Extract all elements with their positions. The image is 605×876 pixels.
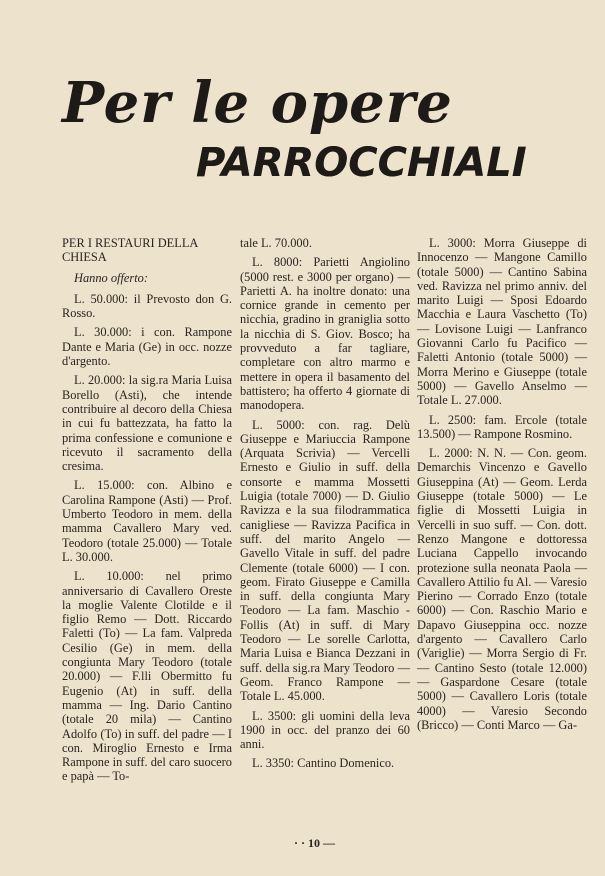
column-3 [417,236,587,737]
paragraph: L. 30.000: i con. Rampone Dante e Maria (Ge) in occ. nozze d'argento. [62,325,232,369]
paragraph: L. 2000: N. N. — Con. geom. Demarchis Vincenzo e Gavello Giuseppina (At) — Geom. Lerda Giuseppe (totale 5000) — Le figlie di Mossetti Luigia in Vercelli in suo suff. — Con. dott. Renzo Mangone e dottoressa Luciana Cappello invocando protezione sulla neonata Paola — Cavallero Attilio fu Al. — Varesio Pierino — Corrado Enzo (totale 6000) — Con. Raschio Mario e Dapavo Giuseppina occ. nozze d'argento — Cavallero Carlo (Variglie) — Morra Sergio di Fr. — Cantino Sesto (totale 12.000) — Gaspardone Cesare (totale 5000) — Cavallero Loris (totale 4000) — Varesio Secondo (Bricco) — Conti Marco — Ga- [417,446,587,732]
column-2 [240,236,410,776]
paragraph: L. 10.000: nel primo anniversario di Cavallero Oreste la moglie Valente Clotilde e il figlio Remo — Dott. Riccardo Faletti (To) — La fam. Valpreda Cesilio (Ge) in mem. della congiunta Mary Teodoro (totale 20.000) — F.lli Obermitto fu Eugenio (At) in suff. della mamma — Ing. Dario Cantino (totale 20 mila) — Cantino Adolfo (To) in suff. del padre — I con. Miroglio Ernesto e Irma Rampone in suff. del caro suocero e papà — To- [62,569,232,784]
paragraph: L. 3000: Morra Giuseppe di Innocenzo — Mangone Camillo (totale 5000) — Cantino Sabina ved. Ravizza nel primo anniv. del marito Luigi — Sposi Edoardo Macchia e Laura Vaschetto (To) — Lovisone Luigi — Lanfranco Giovanni Carlo fu Pacifico — Faletti Antonio (totale 5000) — Morra Merino e Giuseppe (totale 5000) — Gavello Anselmo — Totale L. 27.000. [417,236,587,408]
column-1 [62,236,232,789]
paragraph: tale L. 70.000. [240,236,312,250]
title-script: Per le opere [62,70,453,136]
paragraph: L. 3350: Cantino Domenico. [252,756,395,771]
paragraph: L. 5000: con. rag. Delù Giuseppe e Mariuccia Rampone (Arquata Scrivia) — Vercelli Ernesto e Giulio in suff. della consorte e mamma Mossetti Luigia (totale 7000) — D. Giulio Ravizza e la sua filodrammatica canigliese — Ravizza Pacifica in suff. del marito Angelo — Gavello Vitale in suff. del padre Clemente (totale 6000) — I con. geom. Firato Giuseppe e Camilla in suff. della congiunta Mary Teodoro — La fam. Maschio - Follis (At) in suff. di Mary Teodoro — Le sorelle Carlotta, Maria Luisa e Bianca Dezzani in suff. della sig.ra Mary Teodoro — Geom. Franco Rampone — Totale L. 45.000. [240,417,410,704]
section-heading: PER I RESTAURI DELLA CHIESA [62,236,198,265]
title-block: PARROCCHIALI [196,140,527,186]
page-number: · · 10 — [294,836,336,850]
paragraph: L. 8000: Parietti Angiolino (5000 rest. e 3000 per organo) — Parietti A. ha inoltre donato: una cornice grande in cemento per nicchia, gradino in graniglia sotto la nicchia di S. Giov. Bosco; ha provveduto a far tagliare, completare con altro marmo e mettere in opera il basamento del battistero; ha offerto 4 giornate di manodopera. [240,255,410,413]
intro: Hanno offerto: [74,270,148,285]
paragraph: L. 20.000: la sig.ra Maria Luisa Borello (Asti), che intende contribuire al decoro della Chiesa in cui fu battezzata, ha fatto la prima confessione e comunione e ricevuto il sacramento della cresima. [62,373,232,474]
paragraph: L. 15.000: con. Albino e Carolina Rampone (Asti) — Prof. Umberto Teodoro in mem. della mamma Cavallero Mary ved. Teodoro (totale 25.000) — Totale L. 30.000. [62,478,232,564]
paragraph: L. 2500: fam. Ercole (totale 13.500) — Rampone Rosmino. [417,412,587,441]
paragraph: L. 50.000: il Prevosto don G. Rosso. [62,291,232,321]
paragraph: L. 3500: gli uomini della leva 1900 in occ. del pranzo dei 60 anni. [240,708,410,752]
